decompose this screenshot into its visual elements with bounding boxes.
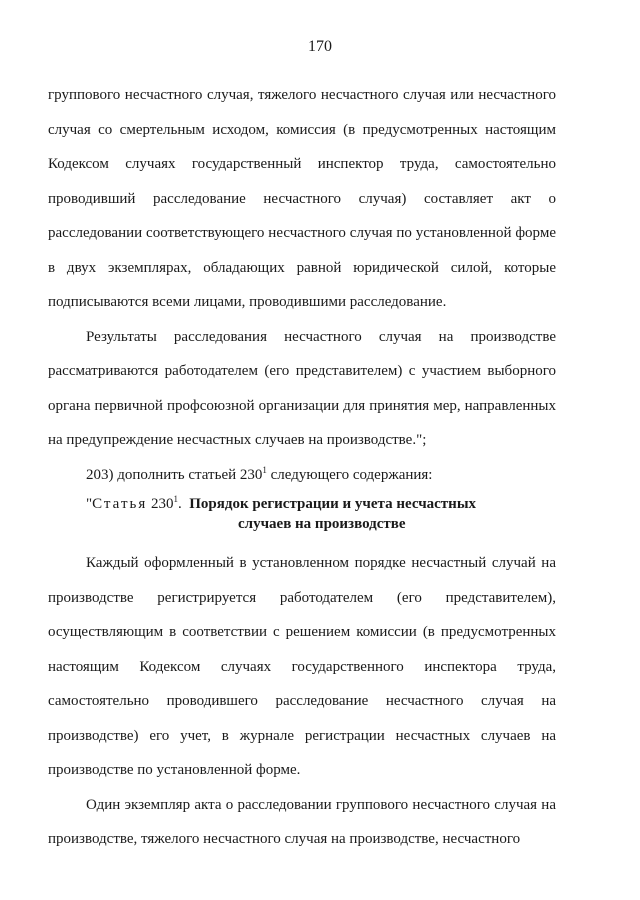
- article-word: Статья: [92, 496, 148, 512]
- article-heading: [86, 494, 556, 534]
- paragraph-act-copy: Один экземпляр акта о расследовании группового несчастного случая на производстве, тяжелого несчастного случая на производстве, несчастного: [48, 796, 556, 847]
- amendment-text: 203) дополнить статьей 230: [86, 466, 263, 483]
- article-open-quote: ": [86, 496, 93, 512]
- page-number: 170: [308, 38, 332, 55]
- amendment-text-end: следующего содержания:: [266, 466, 433, 483]
- article-title-line1: Порядок регистрации и учета несчастных: [189, 496, 477, 512]
- paragraph-registration: Каждый оформленный в установленном порядке несчастный случай на производстве регистрируется работодателем (его представителем), осуществляющим в соответствии с решением комиссии (в предусмотренных настоящим Кодексом случаях государственного инспектора труда, самостоятельно проводившего расследование несчастного случая на производстве) его учет, в журнале регистрации несчастных случаев на производстве по установленной форме.: [48, 555, 556, 778]
- paragraph-amendment-203: [48, 458, 556, 493]
- article-dot: .: [178, 496, 182, 512]
- article-superscript: 1: [173, 494, 178, 504]
- superscript: 1: [262, 464, 267, 475]
- article-number: 230: [147, 496, 174, 512]
- paragraph-continuation: группового несчастного случая, тяжелого несчастного случая или несчастного случая со смертельным исходом, комиссия (в предусмотренных настоящим Кодексом случаях государственный инспектор труда, самостоятельно проводивший расследование несчастного случая) составляет акт о расследовании соответствующего несчастного случая по установленной форме в двух экземплярах, обладающих равной юридической силой, которые подписываются всеми лицами, проводившими расследование.: [48, 87, 556, 310]
- document-body: [48, 78, 556, 857]
- paragraph-investigation-results: Результаты расследования несчастного случая на производстве рассматриваются работодателем (его представителем) с участием выборного органа первичной профсоюзной организации для принятия мер, направленных на предупреждение несчастных случаев на производстве.";: [48, 328, 556, 448]
- article-title-line2: случаев на производстве: [238, 516, 406, 532]
